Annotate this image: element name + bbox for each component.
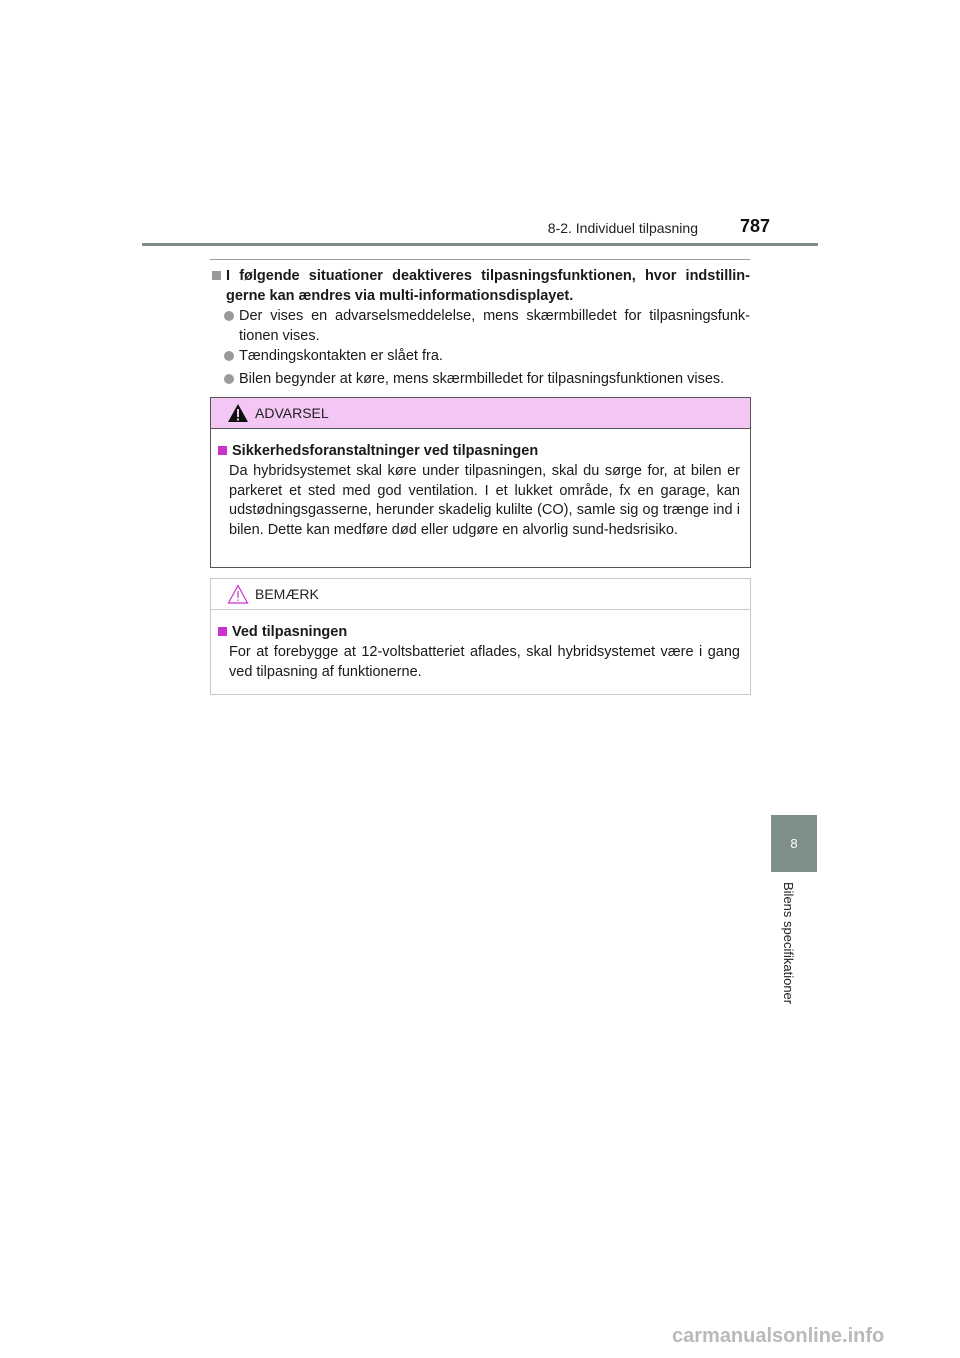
list-item — [222, 346, 750, 366]
note-body: For at forebygge at 12-voltsbatteriet aflades, skal hybridsystemet være i gang ved tilpasning af funktionerne. — [229, 644, 740, 680]
note-subheading — [216, 622, 740, 642]
section-heading — [210, 266, 750, 306]
warning-body: Da hybridsystemet skal køre under tilpasningen, skal du sørge for, at bilen er parkeret et sted med god ventilation. I et lukket område, fx en garage, kan udstødningsgasserne, herunder skadelig kulilte (CO), samle sig og trænge ind i bilen. Dette kan medføre død eller udgøre en alvorlig sund-hedsrisiko. — [229, 463, 740, 538]
section-heading-text: I følgende situationer deaktiveres tilpasningsfunktionen, hvor indstillin-gerne kan ændres via multi-informationsdisplayet. — [226, 268, 750, 304]
note-box-header — [211, 579, 750, 610]
square-bullet-icon — [218, 446, 227, 455]
note-box-title: BEMÆRK — [255, 586, 319, 602]
note-box — [210, 578, 751, 695]
square-bullet-icon — [218, 627, 227, 636]
list-item — [222, 306, 750, 346]
content-rule — [210, 259, 750, 260]
section-title: 8-2. Individuel tilpasning — [547, 220, 698, 236]
warning-subheading-text: Sikkerhedsforanstaltninger ved tilpasningen — [232, 443, 539, 459]
page-number: 787 — [740, 216, 771, 236]
chapter-label: Bilens specifikationer — [781, 882, 796, 1005]
list-item-text: Bilen begynder at køre, mens skærmbilledet for tilpasningsfunktionen vises. — [239, 371, 725, 387]
watermark: carmanualsonline.info — [672, 1325, 885, 1347]
warning-box — [210, 397, 751, 568]
chapter-tab: 8 — [771, 815, 817, 872]
warning-subheading — [216, 441, 740, 461]
warning-box-header — [211, 398, 750, 429]
list-item — [222, 369, 750, 389]
round-bullet-icon — [224, 311, 234, 321]
note-subheading-text: Ved tilpasningen — [232, 624, 348, 640]
round-bullet-icon — [224, 374, 234, 384]
square-bullet-icon — [212, 271, 221, 280]
caution-triangle-icon — [227, 584, 249, 604]
header-rule — [142, 243, 818, 246]
warning-triangle-icon — [227, 403, 249, 423]
warning-box-title: ADVARSEL — [255, 405, 329, 421]
round-bullet-icon — [224, 351, 234, 361]
list-item-text: Tændingskontakten er slået fra. — [239, 348, 443, 364]
list-item-text: Der vises en advarselsmeddelelse, mens skærmbilledet for tilpasningsfunk-tionen vises. — [239, 308, 750, 344]
